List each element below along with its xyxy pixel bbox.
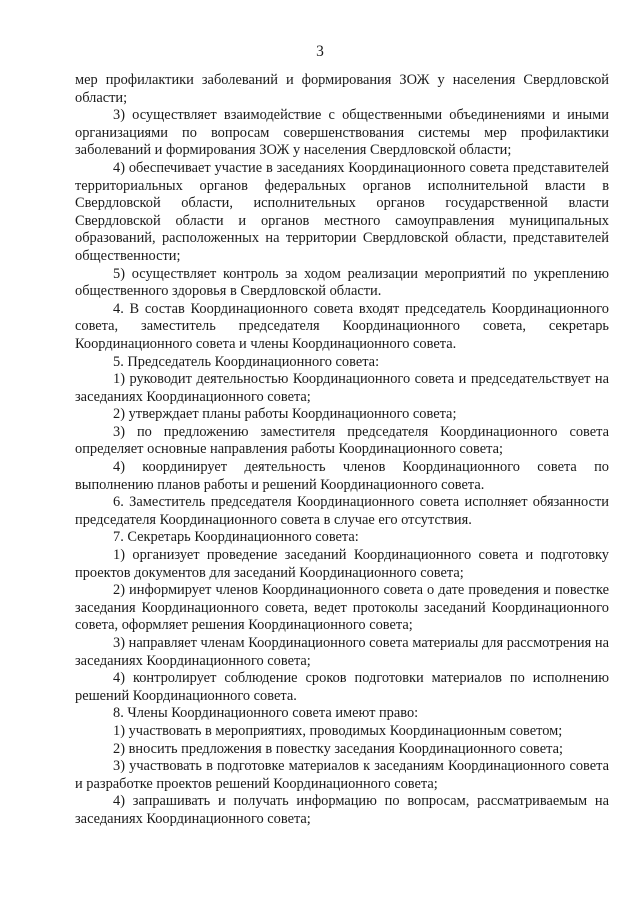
paragraph: 1) руководит деятельностью Координационного совета и председательствует на заседаниях Координационного совета; <box>75 371 609 405</box>
paragraph: 5. Председатель Координационного совета: <box>113 353 380 370</box>
paragraph: 7. Секретарь Координационного совета: <box>113 529 359 546</box>
paragraph: 1) организует проведение заседаний Координационного совета и подготовку проектов документов для заседаний Координационного совета; <box>75 547 609 581</box>
paragraph: 3) участвовать в подготовке материалов к заседаниям Координационного совета и разработке проектов решений Координационного совета; <box>75 758 609 792</box>
paragraph: 8. Члены Координационного совета имеют право: <box>113 705 419 722</box>
paragraph: 4) координирует деятельность членов Координационного совета по выполнению планов работы и решений Координационного совета. <box>75 459 609 493</box>
paragraph-continuation: мер профилактики заболеваний и формирования ЗОЖ у населения Свердловской области; <box>75 72 609 106</box>
paragraph: 2) вносить предложения в повестку заседания Координационного совета; <box>113 740 563 757</box>
paragraph: 1) участвовать в мероприятиях, проводимых Координационным советом; <box>113 722 563 739</box>
document-body <box>75 72 609 829</box>
paragraph: 4) обеспечивает участие в заседаниях Координационного совета представителей территориальных органов федеральных органов исполнительной власти в Свердловской области, исполнительных органов государственной власти Свердловской области и органов местного самоуправления муниципальных образований, расположенных на территории Свердловской области, представителей общественности; <box>75 159 609 264</box>
paragraph: 6. Заместитель председателя Координационного совета исполняет обязанности председателя Координационного совета в случае его отсутствия. <box>75 494 609 528</box>
paragraph: 3) направляет членам Координационного совета материалы для рассмотрения на заседаниях Координационного совета; <box>75 635 609 669</box>
paragraph: 3) осуществляет взаимодействие с общественными объединениями и иными организациями по вопросам совершенствования системы мер профилактики заболеваний и формирования ЗОЖ у населения Свердловской области; <box>75 107 609 159</box>
page-number: 3 <box>316 43 324 60</box>
paragraph: 4) контролирует соблюдение сроков подготовки материалов по исполнению решений Координационного совета. <box>75 670 609 704</box>
paragraph: 2) информирует членов Координационного совета о дате проведения и повестке заседания Координационного совета, ведет протоколы заседаний Координационного совета, оформляет решения Координационного совета; <box>75 582 609 634</box>
paragraph: 3) по предложению заместителя председателя Координационного совета определяет основные направления работы Координационного совета; <box>75 423 609 458</box>
paragraph: 4) запрашивать и получать информацию по вопросам, рассматриваемым на заседаниях Координационного совета; <box>75 793 609 827</box>
paragraph: 5) осуществляет контроль за ходом реализации мероприятий по укреплению общественного здоровья в Свердловской области. <box>75 265 609 300</box>
paragraph: 4. В состав Координационного совета входят председатель Координационного совета, заместитель председателя Координационного совета, секретарь Координационного совета и члены Координационного совета. <box>75 300 609 352</box>
paragraph: 2) утверждает планы работы Координационного совета; <box>113 406 457 423</box>
